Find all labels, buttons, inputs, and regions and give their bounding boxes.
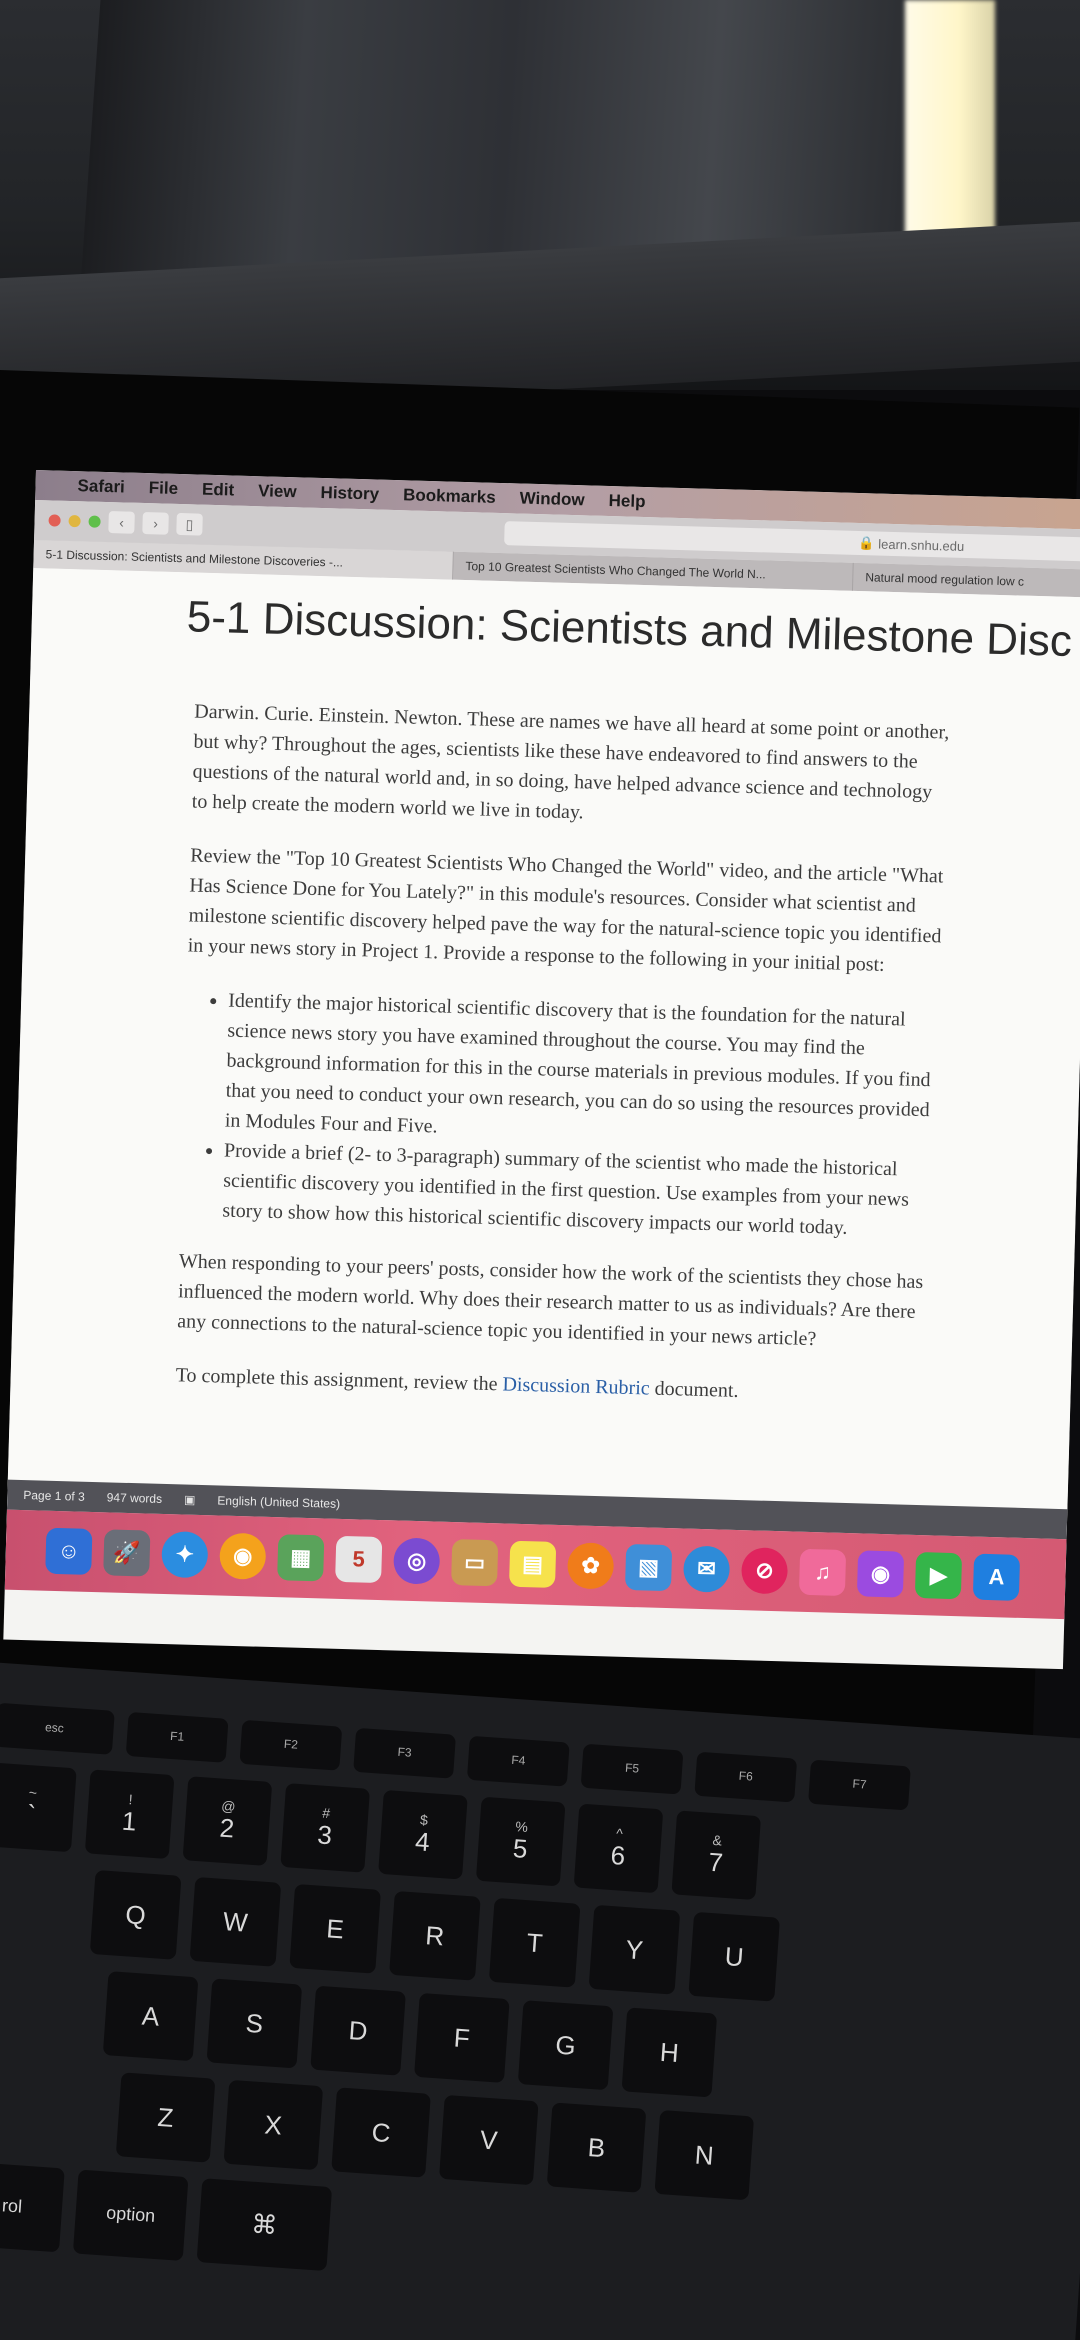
keyboard [0,1660,1080,2340]
key-label: 1 [120,1806,138,1838]
key-label: 7 [707,1847,724,1879]
key-control[interactable]: rol [0,2162,65,2253]
menu-history[interactable]: History [320,482,380,504]
safari-icon[interactable]: ✦ [161,1531,208,1578]
chrome-icon[interactable]: ◉ [219,1533,266,1580]
finder-icon[interactable]: ☺ [45,1528,92,1575]
menu-view[interactable]: View [257,481,297,502]
messages-icon[interactable]: ✉ [683,1546,730,1593]
key-f3[interactable]: F3 [353,1728,456,1779]
key-w[interactable]: W [190,1877,282,1967]
document-title: 5-1 Discussion: Scientists and Milestone Disc [186,592,1073,666]
preview-icon[interactable]: ▧ [625,1544,672,1591]
key-n[interactable]: N [654,2110,754,2200]
key-b[interactable]: B [547,2102,647,2192]
key-symbol: ! [128,1791,134,1808]
list-item: • Provide a brief (2- to 3-paragraph) summary of the scientist who made the historical scientific discovery you identified in the first question. Use examples from your news story to show how this historical scientific discovery impacts our world today. [222,1136,944,1246]
rubric-prefix: To complete this assignment, review the [175,1364,503,1396]
window-light [905,0,995,240]
menu-safari[interactable]: Safari [77,476,126,497]
word-count[interactable]: 947 words [106,1490,163,1506]
key-s[interactable]: S [207,1978,303,2068]
calendar-badge: 5 [352,1546,366,1572]
key-label: ` [25,1799,37,1831]
key-symbol: ~ [28,1784,38,1801]
key-symbol: $ [419,1811,429,1829]
list-item: • Identify the major historical scientific discovery that is the foundation for the natural science news story you have examined throughout the course. You may find the background information for this in the course materials in previous modules. If you find that you need to conduct your own research, you can do so using the resources provided in Modules Four and Five. [224,986,948,1156]
forward-icon[interactable]: › [142,512,169,535]
photos-icon[interactable]: ✿ [567,1542,614,1589]
key-backtick[interactable] [0,1763,77,1853]
key-symbol: # [321,1804,331,1822]
launchpad-icon[interactable]: 🚀 [103,1529,150,1576]
rubric-suffix: document. [649,1377,739,1402]
key-7[interactable] [671,1810,761,1900]
paragraph-rubric [175,1360,936,1411]
key-f2[interactable]: F2 [239,1720,342,1771]
key-symbol: @ [220,1797,237,1815]
podcasts-icon[interactable]: ◉ [857,1550,904,1597]
key-x[interactable]: X [224,2080,324,2170]
key-5[interactable] [476,1797,566,1887]
modifier-key-row [0,2162,332,2271]
key-f1[interactable]: F1 [126,1712,229,1763]
calendar-icon[interactable] [335,1536,382,1583]
key-symbol: % [514,1818,529,1836]
lock-icon: 🔒 [857,534,875,551]
facetime-icon[interactable]: ▶ [915,1552,962,1599]
discussion-rubric-link[interactable]: Discussion Rubric [502,1373,650,1400]
key-f[interactable]: F [414,1993,510,2083]
paragraph-intro: Darwin. Curie. Einstein. Newton. These are names we have all heard at some point or another, but why? Throughout the ages, scientists like these have endeavored to find answers to the questions of the natural world and, in so doing, have helped advance science and technology to help create the modern world we live in today. [191,700,950,824]
room-background [0,0,1080,390]
key-f6[interactable]: F6 [694,1752,797,1803]
menu-bookmarks[interactable]: Bookmarks [402,485,496,507]
key-r[interactable]: R [389,1891,481,1981]
key-6[interactable] [574,1804,664,1894]
key-f5[interactable]: F5 [581,1744,684,1795]
key-h[interactable]: H [622,2007,718,2097]
key-q[interactable]: Q [90,1870,182,1960]
key-label: 5 [511,1833,529,1865]
menu-help[interactable]: Help [608,491,646,512]
tab-top-10-scientists[interactable]: Top 10 Greatest Scientists Who Changed The World N... [453,552,854,591]
paragraph-instructions: Review the "Top 10 Greatest Scientists Who Changed the World" video, and the article "What Has Science Done for You Lately?" in this module's resources. Consider what scientist and milestone scientific discovery helped pave the way for the natural-science topic you identified in your news story in Project 1. Provide a response to the following in your initial post: [187,844,944,976]
proofing-icon[interactable]: ▣ [183,1492,196,1507]
document-body [5,568,1080,1597]
key-v[interactable]: V [439,2095,539,2185]
prompt-list [222,986,948,1246]
key-label: 2 [218,1812,236,1844]
key-1[interactable] [85,1769,175,1859]
key-symbol: ^ [615,1825,624,1842]
key-command[interactable]: ⌘ [197,2178,333,2271]
sidebar-icon[interactable]: ▯ [176,513,203,536]
key-f7[interactable]: F7 [808,1760,911,1811]
key-u[interactable]: U [688,1912,780,2002]
app-store-icon[interactable]: A [973,1554,1020,1601]
key-label: 4 [414,1826,431,1858]
key-label: 6 [609,1840,627,1872]
menu-file[interactable]: File [148,478,179,498]
page-count[interactable]: Page 1 of 3 [23,1488,85,1504]
key-c[interactable]: C [331,2087,431,2177]
key-d[interactable]: D [310,1986,406,2076]
back-icon[interactable]: ‹ [108,511,135,534]
notes-icon[interactable]: ▭ [451,1539,498,1586]
siri-icon[interactable]: ◎ [393,1537,440,1584]
music-icon[interactable]: ♫ [799,1549,846,1596]
laptop-screen [3,470,1080,1669]
minimize-window-button[interactable] [68,515,80,527]
menu-window[interactable]: Window [519,488,585,510]
key-y[interactable]: Y [589,1905,681,1995]
key-z[interactable]: Z [116,2072,216,2162]
key-2[interactable] [183,1776,273,1866]
zoom-window-button[interactable] [88,515,100,527]
address-text: learn.snhu.edu [878,536,965,554]
key-symbol: & [712,1831,723,1849]
menu-edit[interactable]: Edit [201,479,235,500]
key-g[interactable]: G [518,2000,614,2090]
language-label[interactable]: English (United States) [217,1493,341,1511]
key-t[interactable]: T [489,1898,581,1988]
key-4[interactable] [378,1790,468,1880]
stickies-icon[interactable]: ▤ [509,1541,556,1588]
key-esc[interactable]: esc [0,1703,115,1755]
photos-app-icon[interactable]: ▦ [277,1534,324,1581]
close-window-button[interactable] [48,514,60,526]
tab-discussion[interactable]: 5-1 Discussion: Scientists and Milestone Discoveries -... [33,540,454,580]
key-f4[interactable]: F4 [467,1736,570,1787]
key-a[interactable]: A [103,1971,199,2061]
tab-natural-mood[interactable]: Natural mood regulation low c [853,563,1080,598]
key-option[interactable]: option [73,2170,189,2261]
paragraph-peers: When responding to your peers' posts, consider how the work of the scientists they chose has influenced the modern world. Why does their research matter to us as individuals? Are there any connections to the natural-science topic you identified in your news article? [176,1250,924,1351]
key-label: 3 [316,1819,333,1851]
news-icon[interactable]: ⊘ [741,1547,788,1594]
key-3[interactable] [280,1783,370,1873]
key-e[interactable]: E [289,1884,381,1974]
